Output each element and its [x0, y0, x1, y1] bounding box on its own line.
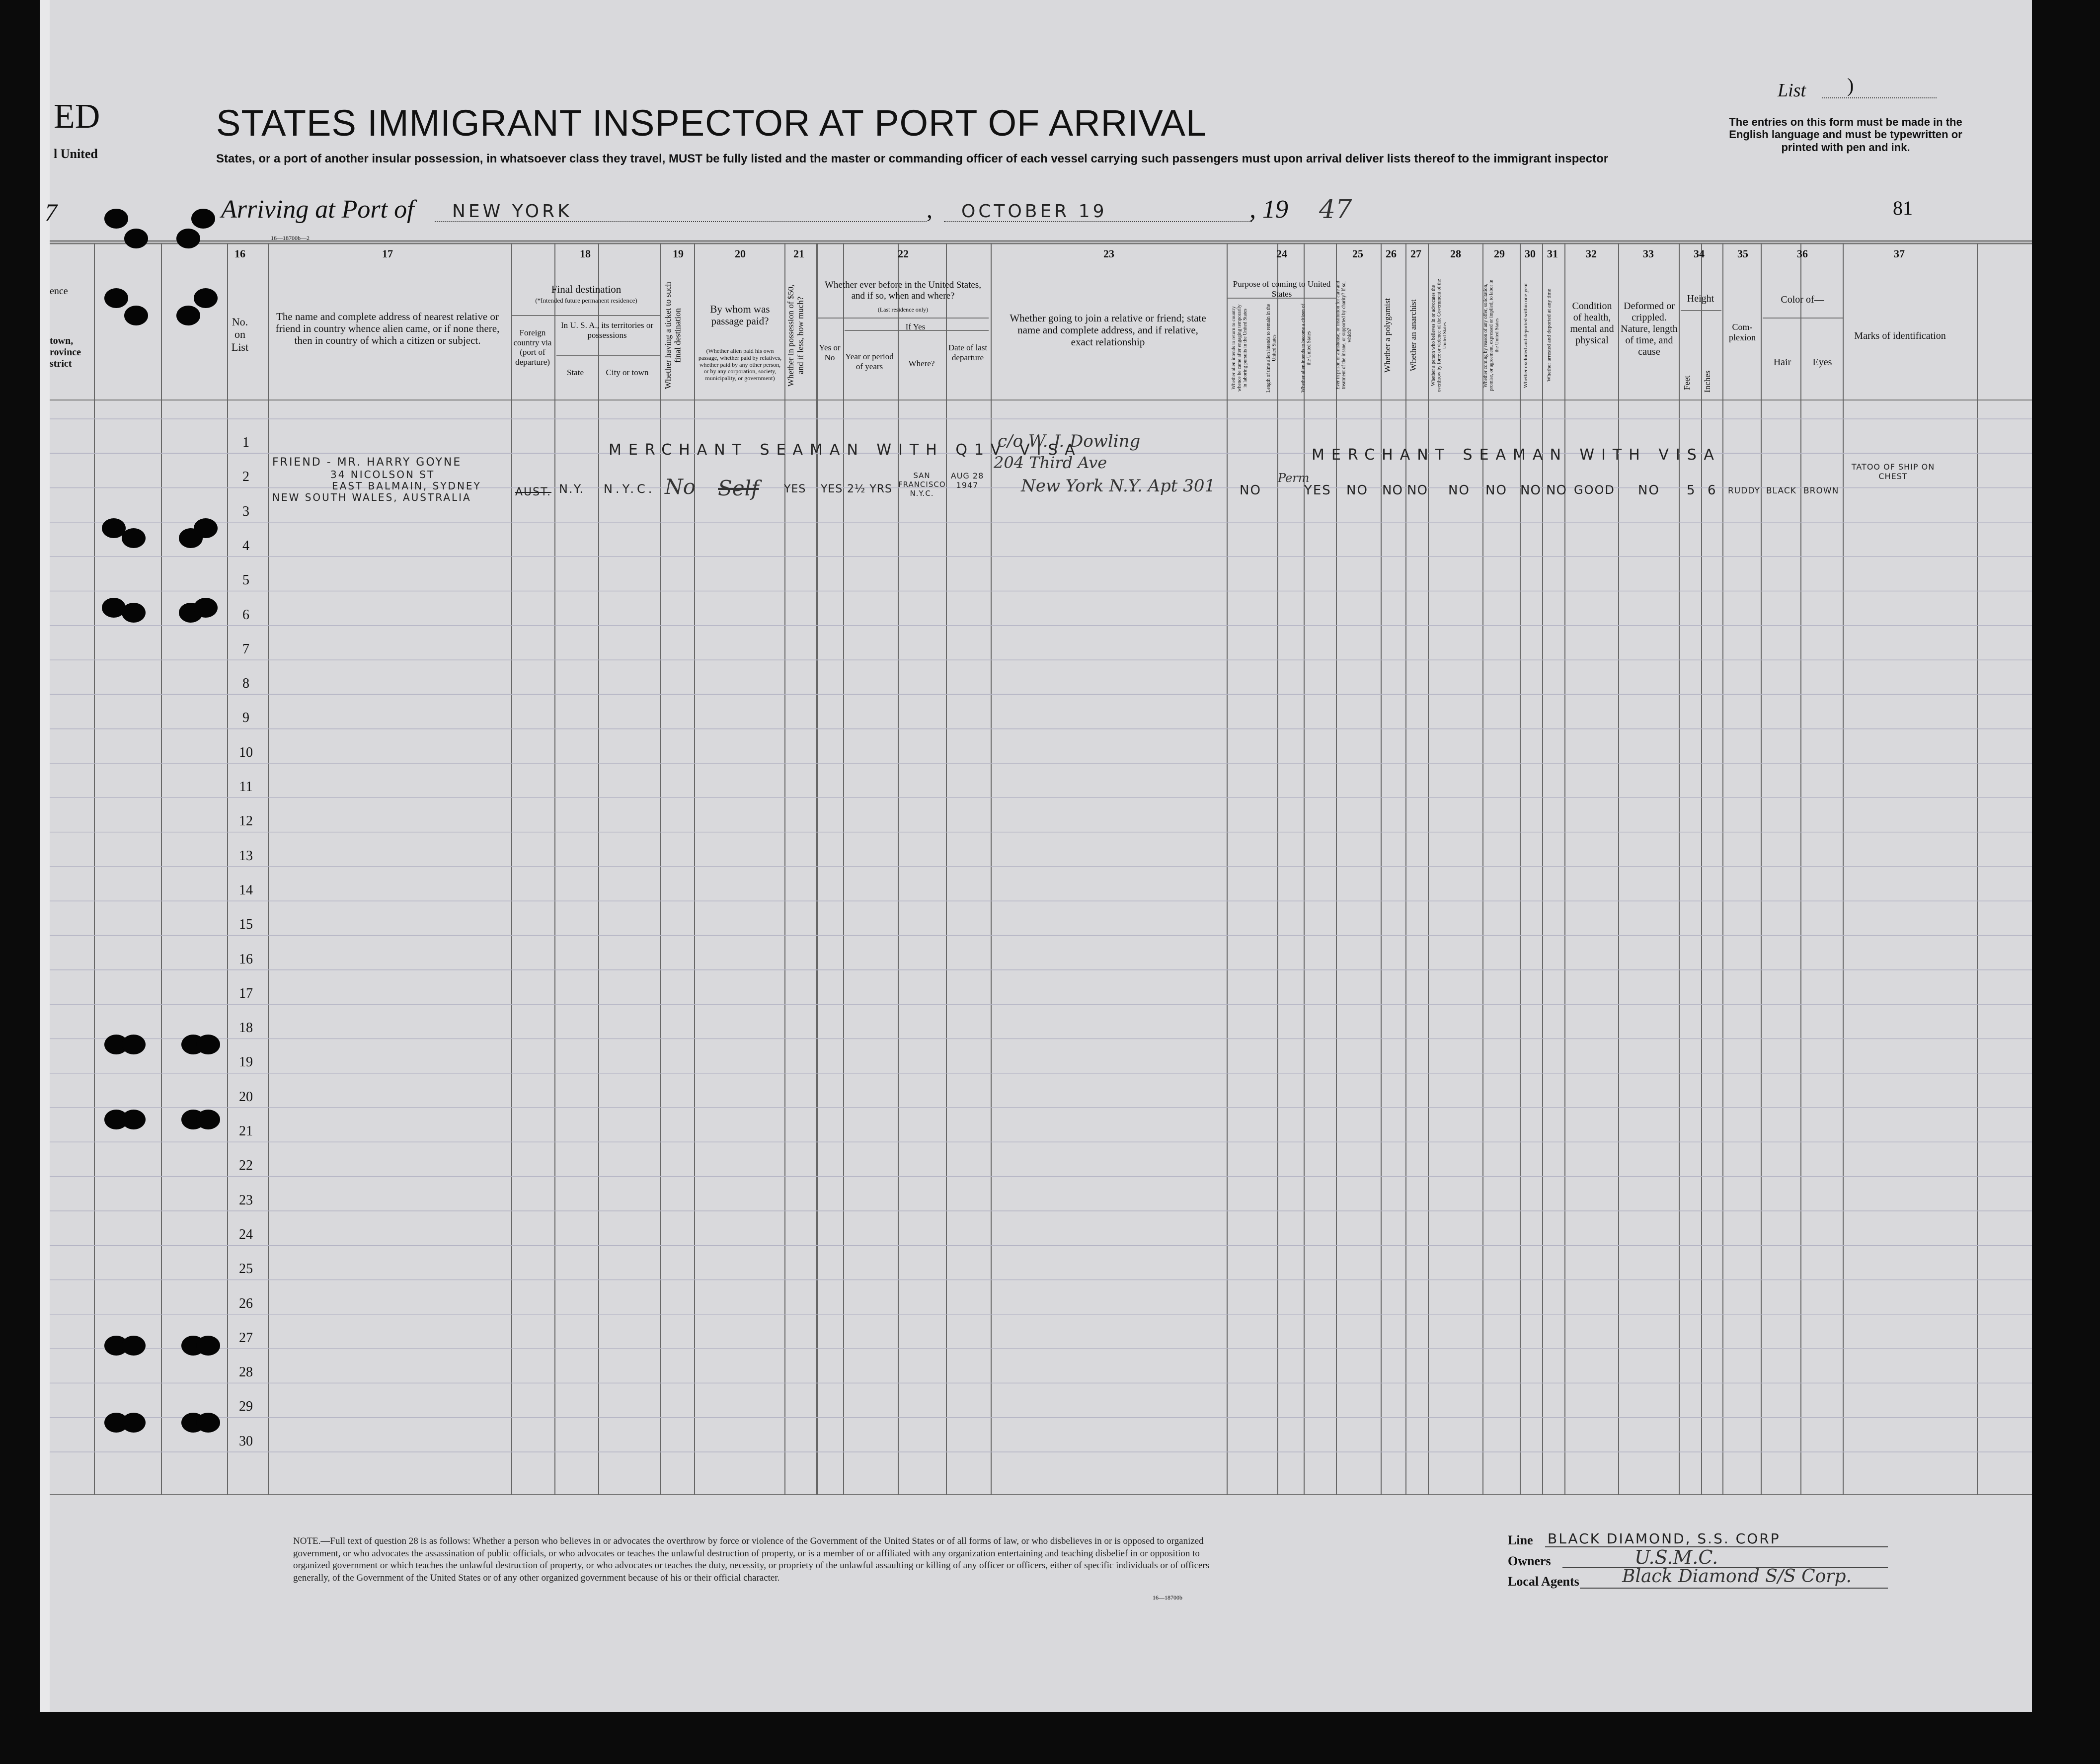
- row-number: 23: [239, 1192, 253, 1208]
- hdr-eyes: Eyes: [1812, 357, 1832, 368]
- hdr-final-destination: Final destination: [551, 283, 622, 295]
- punch-hole: [122, 528, 146, 548]
- entry-q29: NO: [1485, 483, 1507, 498]
- entry-eyes: BROWN: [1803, 486, 1839, 496]
- footer-note-code: 16—18700b: [1153, 1594, 1182, 1601]
- row-number: 19: [239, 1054, 253, 1070]
- hdr-possession-50: Whether in possession of $50, and if less, how much?: [786, 284, 805, 387]
- entry-possession-50: YES: [784, 483, 806, 495]
- hdr-joining: Whether going to join a relative or friend; state name and complete address, and if relative, exact relationship: [1010, 312, 1206, 348]
- col-num-35: 35: [1737, 247, 1748, 260]
- entry-paid-by: Self: [718, 476, 759, 500]
- row-number: 4: [242, 538, 249, 554]
- punch-hole: [124, 229, 148, 248]
- punch-hole: [122, 1110, 146, 1129]
- col-num-16: 16: [234, 247, 245, 260]
- owners-label: Owners: [1508, 1554, 1551, 1568]
- col-num-22: 22: [898, 247, 909, 260]
- entry-row1-note: MERCHANT SEAMAN WITH Q1V VISA: [609, 441, 1082, 459]
- row-number: 13: [239, 848, 253, 864]
- instructions: The entries on this form must be made in the English language and must be typewritten or printed with pen and ink.: [1729, 116, 1962, 154]
- col-num-29: 29: [1494, 247, 1505, 260]
- row-number: 30: [239, 1433, 253, 1449]
- entry-relative-line3: EAST BALMAIN, SYDNEY: [332, 480, 481, 492]
- row-number: 29: [239, 1399, 253, 1415]
- punch-hole: [191, 209, 215, 229]
- hdr-prison: Ever in prison or almshouse, or institution for care and treatment of the insane, or supported by charity? If so, which?: [1335, 281, 1352, 390]
- year-suffix: 47: [1319, 195, 1352, 225]
- row-number: 8: [242, 676, 249, 692]
- col-num-36: 36: [1797, 247, 1808, 260]
- hdr-color-of: Color of—: [1781, 294, 1824, 305]
- row-number: 20: [239, 1089, 253, 1105]
- hdr-where: Where?: [908, 359, 935, 368]
- row-number: 14: [239, 882, 253, 898]
- hdr-complexion: Com- plexion: [1729, 322, 1756, 342]
- date-value: OCTOBER 19: [961, 201, 1107, 222]
- entry-citizen: YES: [1304, 483, 1331, 498]
- hdr-q30: Whether excluded and deported within one year: [1523, 283, 1529, 388]
- punch-hole: [196, 1413, 220, 1433]
- entry-inches: 6: [1708, 483, 1719, 498]
- col-num-28: 28: [1450, 247, 1461, 260]
- page-title: STATES IMMIGRANT INSPECTOR AT PORT OF ARRIVAL: [216, 102, 1207, 144]
- row-number: 18: [239, 1020, 253, 1036]
- entry-complexion: RUDDY: [1728, 486, 1760, 496]
- col-num-26: 26: [1386, 247, 1397, 260]
- row-number: 25: [239, 1261, 253, 1277]
- form-code: 16—18700b—2: [271, 235, 310, 241]
- hdr-q29: Whether coming by reason of any offer, solicitation, promise, or agreement, expressed or implied, to labor in the United States: [1483, 279, 1500, 392]
- entry-foreign-country: AUST.: [515, 486, 551, 498]
- row-number: 26: [239, 1295, 253, 1311]
- hdr-purpose-b: Length of time alien intends to remain in the United States: [1266, 304, 1277, 393]
- hdr-deformed: Deformed or crippled. Nature, length of time, and cause: [1621, 301, 1678, 357]
- hdr-hair: Hair: [1773, 357, 1791, 368]
- punch-hole: [176, 229, 200, 248]
- punch-hole: [196, 1336, 220, 1356]
- col-num-20: 20: [735, 247, 746, 260]
- hdr-state: State: [567, 368, 584, 377]
- entry-marks: TATOO OF SHIP ON CHEST: [1851, 462, 1935, 481]
- punch-hole: [122, 603, 146, 623]
- punch-hole: [122, 1336, 146, 1356]
- row-number: 27: [239, 1330, 253, 1346]
- entry-last-departure: AUG 28 1947: [950, 471, 984, 490]
- row-number: 17: [239, 985, 253, 1001]
- hdr-no-on-list: No. on List: [231, 316, 249, 353]
- hdr-yes-no: Yes or No: [819, 343, 841, 362]
- line-label: Line: [1508, 1533, 1533, 1547]
- col-num-18: 18: [580, 247, 591, 260]
- list-label: List: [1778, 80, 1806, 101]
- entry-return: NO: [1240, 483, 1261, 498]
- entry-length: Perm: [1278, 471, 1310, 485]
- hdr-polygamist: Whether a polygamist: [1383, 298, 1392, 373]
- entry-feet: 5: [1687, 483, 1698, 498]
- punch-hole: [176, 306, 200, 325]
- row-number: 5: [242, 572, 249, 588]
- col-num-30: 30: [1525, 247, 1536, 260]
- punch-hole: [104, 288, 128, 308]
- row-number: 21: [239, 1123, 253, 1139]
- row-number: 11: [239, 779, 253, 795]
- hdr-feet: Feet: [1682, 375, 1692, 390]
- punch-hole: [196, 1035, 220, 1054]
- hdr-foreign-country: Foreign country via (port of departure): [513, 328, 552, 367]
- hdr-ticket: Whether having a ticket to such final destination: [663, 282, 683, 389]
- entry-relative-line4: NEW SOUTH WALES, AUSTRALIA: [272, 491, 471, 503]
- page-number: 81: [1893, 197, 1913, 219]
- arriving-label: Arriving at Port of: [221, 195, 414, 224]
- row-number: 2: [242, 469, 249, 485]
- row-number: 24: [239, 1226, 253, 1242]
- hdr-marks: Marks of identification: [1854, 330, 1946, 341]
- col-num-34: 34: [1694, 247, 1705, 260]
- page-subtitle: States, or a port of another insular possession, in whatsoever class they travel, MUST be fully listed and the master or commanding officer of each vessel carrying such passengers must upon arrival deliver lists thereof to the immigrant inspector: [216, 152, 1609, 165]
- hdr-condition: Condition of health, mental and physical: [1570, 301, 1614, 346]
- punch-hole: [194, 598, 218, 618]
- hdr-height: Height: [1687, 293, 1714, 304]
- hdr-year-period: Year or period of years: [845, 352, 894, 371]
- row-number: 7: [242, 641, 249, 657]
- hdr-purpose-c: Whether alien intends to become a citizen of the United States: [1301, 304, 1312, 393]
- entry-joining-line2: 204 Third Ave: [994, 453, 1107, 472]
- punch-hole: [196, 1110, 220, 1129]
- hdr-by-whom-note: (Whether alien paid his own passage, whether paid by relatives, whether paid by any other person, or by any corporation, society, municipality, or government): [698, 347, 782, 382]
- row-number: 3: [242, 503, 249, 519]
- punch-hole: [194, 288, 218, 308]
- entry-hair: BLACK: [1766, 486, 1796, 496]
- list-underline: [1822, 97, 1937, 98]
- hdr-inches: Inches: [1703, 370, 1712, 393]
- hdr-ever-before: Whether ever before in the United States, and if so, when and where?: [825, 280, 981, 301]
- punch-hole: [104, 209, 128, 229]
- hdr-purpose-a: Whether alien intends to return to country whence he came after engaging temporarily in laboring pursuits in the United States: [1231, 304, 1248, 392]
- hdr-final-destination-note: (*Intended future permanent residence): [535, 297, 637, 304]
- hdr-left-fragment: ence: [50, 286, 68, 297]
- port-value: NEW YORK: [452, 201, 572, 222]
- row-number: 12: [239, 813, 253, 829]
- row-number: 1: [242, 435, 249, 450]
- entry-state: N.Y.: [559, 482, 585, 496]
- entry-where: SAN FRANCISCO N.Y.C.: [898, 471, 946, 498]
- hdr-purpose: Purpose of coming to United States: [1233, 279, 1331, 299]
- owners-value: U.S.M.C.: [1634, 1546, 1718, 1568]
- col-num-25: 25: [1352, 247, 1363, 260]
- entry-joining-line1: c/o W. J. Dowling: [998, 431, 1141, 451]
- punch-hole: [194, 518, 218, 538]
- hdr-in-usa: In U. S. A., its territories or possessions: [560, 321, 654, 340]
- list-value: ): [1847, 74, 1854, 96]
- year-prefix: , 19: [1249, 195, 1288, 224]
- agents-underline: [1580, 1588, 1888, 1589]
- col-num-33: 33: [1643, 247, 1654, 260]
- col-num-31: 31: [1547, 247, 1558, 260]
- row-number: 22: [239, 1158, 253, 1174]
- hdr-relative: The name and complete address of nearest relative or friend in country whence alien came, or if none there, then in country of which a citizen or subject.: [275, 311, 500, 347]
- row-number: 10: [239, 744, 253, 760]
- hdr-date-departure: Date of last departure: [948, 343, 988, 362]
- col-num-24: 24: [1276, 247, 1287, 260]
- entry-polygamist: NO: [1382, 483, 1403, 498]
- hdr-by-whom: By whom was passage paid?: [710, 303, 770, 327]
- left-fragment-united: l United: [54, 147, 98, 161]
- entry-q28: NO: [1448, 483, 1470, 498]
- punch-hole: [122, 1413, 146, 1433]
- punch-hole: [122, 1035, 146, 1054]
- row-number: 6: [242, 607, 249, 623]
- col-num-37: 37: [1894, 247, 1905, 260]
- row-number: 9: [242, 710, 249, 726]
- entry-relative-line2: 34 NICOLSON ST: [330, 469, 435, 481]
- row-number: 15: [239, 917, 253, 933]
- hdr-q31: Whether arrested and deported at any time: [1546, 289, 1552, 382]
- col-num-21: 21: [793, 247, 804, 260]
- agents-value: Black Diamond S/S Corp.: [1622, 1566, 1852, 1587]
- entry-prison: NO: [1346, 483, 1368, 498]
- footer-note: NOTE.—Full text of question 28 is as follows: Whether a person who believes in or advocates the overthrow by force or violence of the Government of the United States or of all forms of law, or who disbelieves in or is opposed to organized government, or who advocates the assassination of public officials, or who advocates or teaches the unlawful destruction of property, or is a member of or affiliated with any organization entertaining and teaching disbelief in or opposition to organized government or which teaches the unlawful destruction of property, or who advocates or teaches the duty, necessity, or propriety of the unlawful assaulting or killing of any officer or officers, either of specific individuals or of officers generally, of the Government of the United States or of any other organized government because of his or their official character.: [293, 1536, 1210, 1584]
- entry-q30: NO: [1520, 483, 1541, 498]
- hdr-anarchist: Whether an anarchist: [1408, 299, 1418, 372]
- entry-health: GOOD: [1574, 483, 1615, 497]
- comma-separator: ,: [927, 197, 933, 223]
- entry-row1-note-right: MERCHANT SEAMAN WITH VISA: [1312, 446, 1721, 464]
- entry-relative-line1: FRIEND - MR. HARRY GOYNE: [272, 456, 462, 469]
- col-num-17: 17: [382, 247, 393, 260]
- entry-joining-line3: New York N.Y. Apt 301: [1021, 476, 1216, 496]
- row-number: 28: [239, 1364, 253, 1380]
- hdr-city: City or town: [606, 368, 649, 377]
- hdr-ever-before-note: (Last residence only): [877, 306, 929, 313]
- entry-deformed: NO: [1638, 483, 1660, 498]
- hdr-q28: Whether a person who believes in or advocates the overthrow by force or violence of the Government of the United States: [1431, 279, 1448, 392]
- hdr-if-yes: If Yes: [905, 322, 926, 331]
- col-num-27: 27: [1410, 247, 1421, 260]
- agents-label: Local Agents: [1508, 1574, 1579, 1589]
- entry-city: N.Y.C.: [604, 482, 655, 496]
- entry-period: 2½ YRS: [847, 483, 893, 495]
- line-value: BLACK DIAMOND, S.S. CORP: [1548, 1530, 1781, 1547]
- entry-ever-before: YES: [821, 483, 843, 495]
- left-margin-number: 7: [45, 198, 57, 226]
- left-fragment-title: ED: [54, 97, 100, 136]
- col-num-19: 19: [673, 247, 684, 260]
- row-number: 16: [239, 951, 253, 967]
- punch-hole: [124, 306, 148, 325]
- col-num-32: 32: [1586, 247, 1597, 260]
- hdr-left-fragment-2: town, rovince strict: [50, 335, 81, 369]
- col-num-23: 23: [1103, 247, 1114, 260]
- entry-anarchist: NO: [1407, 483, 1428, 498]
- entry-ticket: No: [665, 475, 696, 499]
- entry-q31: NO: [1546, 483, 1567, 498]
